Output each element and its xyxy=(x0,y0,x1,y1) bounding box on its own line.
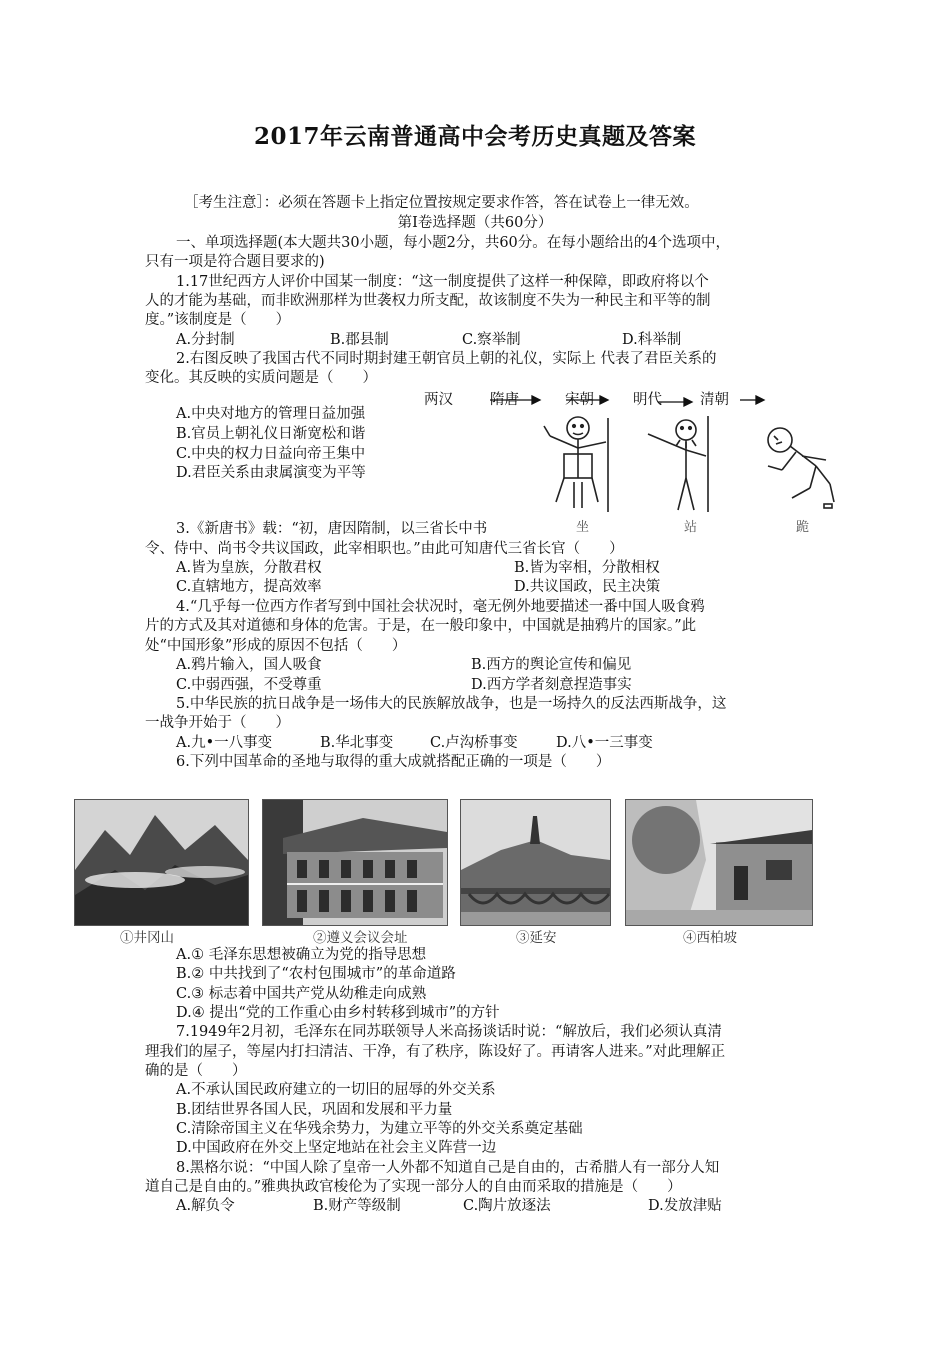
q3-stem-line-2: 令、侍中、尚书令共议国政，此宰相职也。”由此可知唐代三省长官（ ） xyxy=(145,541,624,557)
q6-option-d[interactable]: D.④ 提出“党的工作重心由乡村转移到城市”的方针 xyxy=(176,1005,500,1021)
q1-option-d[interactable]: D.科举制 xyxy=(622,332,682,348)
era-label: 隋唐 xyxy=(490,392,519,408)
q7-option-c[interactable]: C.清除帝国主义在华残余势力，为建立平等的外交关系奠定基础 xyxy=(176,1121,583,1137)
seated-official-figure xyxy=(536,412,626,516)
q3-option-a[interactable]: A.皆为皇族，分散君权 xyxy=(176,560,322,576)
photo-caption: ③延安 xyxy=(516,930,557,946)
jinggangshan-photo xyxy=(74,799,249,926)
q3-stem-line-1: 3.《新唐书》载：“初，唐因隋制，以三省长中书 xyxy=(176,521,488,537)
q3-option-b[interactable]: B.皆为宰相，分散相权 xyxy=(514,560,660,576)
q8-option-c[interactable]: C.陶片放逐法 xyxy=(463,1198,551,1214)
q4-stem-line-2: 片的方式及其对道德和身体的危害。于是，在一般印象中，中国就是抽鸦片的国家。”此 xyxy=(145,618,697,634)
q1-option-c[interactable]: C.察举制 xyxy=(462,332,521,348)
q8-option-b[interactable]: B.财产等级制 xyxy=(313,1198,401,1214)
q4-stem-line-3: 处“中国形象”形成的原因不包括（ ） xyxy=(145,638,407,654)
q7-option-b[interactable]: B.团结世界各国人民，巩固和发展和平力量 xyxy=(176,1102,453,1118)
yanan-photo xyxy=(460,799,611,926)
q4-option-d[interactable]: D.西方学者刻意捏造事实 xyxy=(471,677,632,693)
q7-option-a[interactable]: A.不承认国民政府建立的一切旧的屈辱的外交关系 xyxy=(176,1082,496,1098)
era-label: 明代 xyxy=(633,392,662,408)
era-arrows xyxy=(488,392,768,408)
q1-option-a[interactable]: A.分封制 xyxy=(176,332,235,348)
q5-option-c[interactable]: C.卢沟桥事变 xyxy=(430,735,518,751)
q6-option-b[interactable]: B.② 中共找到了“农村包围城市”的革命道路 xyxy=(176,966,456,982)
photo-caption: ④西柏坡 xyxy=(683,930,737,946)
q2-option-b[interactable]: B.官员上朝礼仪日渐宽松和谐 xyxy=(176,426,366,442)
q7-option-d[interactable]: D.中国政府在外交上坚定地站在社会主义阵营一边 xyxy=(176,1140,497,1156)
era-label: 两汉 xyxy=(424,392,453,408)
notice: ［考生注意］：必须在答题卡上指定位置按规定要求作答，答在试卷上一律无效。 xyxy=(184,195,699,211)
era-label: 宋朝 xyxy=(565,392,594,408)
q7-stem-line-2: 理我们的屋子，等屋内打扫清洁、干净，有了秩序，陈设好了。再请客人进来。”对此理解正 xyxy=(145,1044,726,1060)
q2-option-d[interactable]: D.君臣关系由隶属演变为平等 xyxy=(176,465,366,481)
q5-stem-line-2: 一战争开始于（ ） xyxy=(145,715,290,731)
q5-option-b[interactable]: B.华北事变 xyxy=(320,735,394,751)
page-title: 2017年云南普通高中会考历史真题及答案 xyxy=(253,123,696,150)
instructions-line-1: 一、单项选择题(本大题共30小题，每小题2分，共60分。在每小题给出的4个选项中， xyxy=(176,235,731,251)
q1-stem-line-3: 度。”该制度是（ ） xyxy=(145,312,291,328)
q8-stem-line-2: 道自己是自由的。”雅典执政官梭伦为了实现一部分人的自由而采取的措施是（ ） xyxy=(145,1179,682,1195)
q4-option-c[interactable]: C.中弱西强，不受尊重 xyxy=(176,677,322,693)
era-label: 清朝 xyxy=(700,392,729,408)
q1-option-b[interactable]: B.郡县制 xyxy=(330,332,389,348)
section-title: 第Ⅰ卷选择题（共60分） xyxy=(397,215,553,231)
posture-label: 站 xyxy=(684,520,698,535)
q6-option-a[interactable]: A.① 毛泽东思想被确立为党的指导思想 xyxy=(176,947,427,963)
q8-option-d[interactable]: D.发放津贴 xyxy=(648,1198,722,1214)
q4-stem-line-1: 4.“几乎每一位西方作者写到中国社会状况时，毫无例外地要描述一番中国人吸食鸦 xyxy=(176,599,705,615)
photo-caption: ②遵义会议会址 xyxy=(313,930,408,946)
q4-option-a[interactable]: A.鸦片输入，国人吸食 xyxy=(176,657,322,673)
kneeling-official-figure xyxy=(746,412,846,516)
instructions-line-2: 只有一项是符合题目要求的) xyxy=(145,254,325,270)
q5-option-d[interactable]: D.八•一三事变 xyxy=(556,735,653,751)
posture-label: 跪 xyxy=(796,520,810,535)
posture-label: 坐 xyxy=(576,520,590,535)
q2-stem-line-1: 2.右图反映了我国古代不同时期封建王朝官员上朝的礼仪，实际上 代表了君臣关系的 xyxy=(176,351,717,367)
zunyi-site-photo xyxy=(262,799,448,926)
q2-stem-line-2: 变化。其反映的实质问题是（ ） xyxy=(145,370,377,386)
q2-option-a[interactable]: A.中央对地方的管理日益加强 xyxy=(176,406,366,422)
q5-option-a[interactable]: A.九•一八事变 xyxy=(176,735,273,751)
photo-caption: ①井冈山 xyxy=(120,930,174,946)
q6-stem-line-1: 6.下列中国革命的圣地与取得的重大成就搭配正确的一项是（ ） xyxy=(176,754,611,770)
xibaipo-photo xyxy=(625,799,813,926)
q8-option-a[interactable]: A.解负令 xyxy=(176,1198,235,1214)
q7-stem-line-3: 确的是（ ） xyxy=(145,1063,247,1079)
q4-option-b[interactable]: B.西方的舆论宣传和偏见 xyxy=(471,657,632,673)
q1-stem-line-2: 人的才能为基础，而非欧洲那样为世袭权力所支配，故该制度不失为一种民主和平等的制 xyxy=(145,293,711,309)
q7-stem-line-1: 7.1949年2月初，毛泽东在同苏联领导人米高扬谈话时说：“解放后，我们必须认真清 xyxy=(176,1024,722,1040)
standing-official-figure xyxy=(640,412,730,516)
q3-option-d[interactable]: D.共议国政，民主决策 xyxy=(514,579,661,595)
q5-stem-line-1: 5.中华民族的抗日战争是一场伟大的民族解放战争，也是一场持久的反法西斯战争，这 xyxy=(176,696,727,712)
q8-stem-line-1: 8.黑格尔说：“中国人除了皇帝一人外都不知道自己是自由的，古希腊人有一部分人知 xyxy=(176,1160,720,1176)
q6-option-c[interactable]: C.③ 标志着中国共产党从幼稚走向成熟 xyxy=(176,986,427,1002)
q3-option-c[interactable]: C.直辖地方，提高效率 xyxy=(176,579,322,595)
q2-option-c[interactable]: C.中央的权力日益向帝王集中 xyxy=(176,446,366,462)
q1-stem-line-1: 1.17世纪西方人评价中国某一制度：“这一制度提供了这样一种保障，即政府将以个 xyxy=(176,274,709,290)
